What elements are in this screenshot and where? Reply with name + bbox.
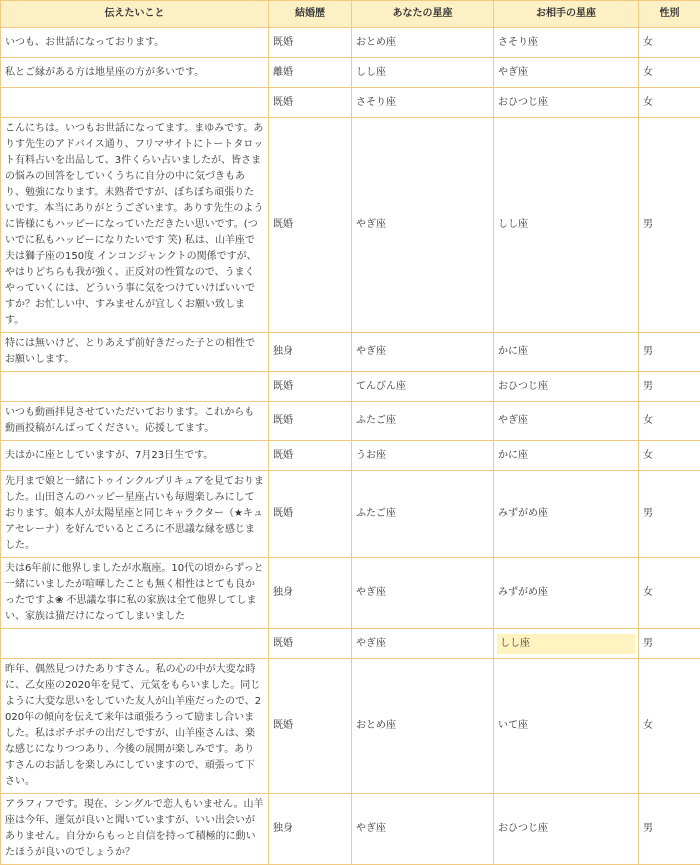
your-sign-cell: さそり座 bbox=[352, 88, 494, 118]
table-row bbox=[1, 659, 700, 794]
partner-sign-cell: みずがめ座 bbox=[494, 471, 639, 558]
gender-cell: 男 bbox=[639, 629, 700, 659]
message-cell: こんにちは。いつもお世話になってます。まゆみです。ありす先生のアドバイス通り、フリマサイトにトートタロット有料占いを出品して、3件くらい占いましたが、皆さまの悩みの回答をしていくうちに自分の中に気づきもあり、勉強になります。未熟者ですが、ぼちぼち頑張りたいです。本当にありがとうございます。ありす先生のように皆様にもハッピーになっていただきたい思いです。(ついでに私もハッピーになりたいです 笑) 私は、山羊座で夫は獅子座の150度 インコンジャンクトの関係ですが、やはりどちらも我が強く、正反対の性質なので、うまくやっていくには、どういう事に気をつけていけばいいですか？お忙しい中、すみませんが宜しくお願い致します。 bbox=[1, 118, 269, 333]
table-row bbox=[1, 441, 700, 471]
marital-status-cell: 独身 bbox=[269, 558, 352, 629]
partner-sign-cell: みずがめ座 bbox=[494, 558, 639, 629]
your-sign-cell: しし座 bbox=[352, 58, 494, 88]
partner-sign-cell-highlighted bbox=[494, 629, 639, 659]
gender-cell: 女 bbox=[639, 28, 700, 58]
table-row bbox=[1, 118, 700, 333]
your-sign-cell: やぎ座 bbox=[352, 118, 494, 333]
table-row bbox=[1, 471, 700, 558]
marital-status-cell: 既婚 bbox=[269, 88, 352, 118]
message-cell: アラフィフです。現在、シングルで恋人もいません。山羊座は今年、運気が良いと聞いていますが、いい出会いがありません。自分からもっと自信を持って積極的に動いたほうが良いのでしょうか？ bbox=[1, 794, 269, 865]
table-row bbox=[1, 558, 700, 629]
table-row bbox=[1, 794, 700, 865]
header-your-sign: あなたの星座 bbox=[352, 1, 494, 28]
gender-cell: 男 bbox=[639, 794, 700, 865]
your-sign-cell: やぎ座 bbox=[352, 333, 494, 372]
message-cell bbox=[1, 372, 269, 402]
header-message: 伝えたいこと bbox=[1, 1, 269, 28]
gender-cell: 女 bbox=[639, 558, 700, 629]
table-row bbox=[1, 58, 700, 88]
your-sign-cell: ふたご座 bbox=[352, 402, 494, 441]
your-sign-cell: うお座 bbox=[352, 441, 494, 471]
message-cell: 夫は6年前に他界しましたが水瓶座。10代の頃からずっと一緒にいましたが喧嘩したことも無く相性はとても良かったですよ❀ 不思議な事に私の家族は全て他界してしまい、家族は猫だけになってしまいました bbox=[1, 558, 269, 629]
table-row bbox=[1, 88, 700, 118]
message-cell: 先月まで娘と一緒にトゥインクルプリキュアを見ておりました。山田さんのハッピー星座占いも毎週楽しみにしております。娘本人が太陽星座と同じキャラクター（★キュアセレーナ）を好んでいるところに不思議な縁を感じました。 bbox=[1, 471, 269, 558]
partner-sign-cell: かに座 bbox=[494, 441, 639, 471]
table-row bbox=[1, 333, 700, 372]
marital-status-cell: 既婚 bbox=[269, 28, 352, 58]
partner-sign-cell: かに座 bbox=[494, 333, 639, 372]
message-cell bbox=[1, 629, 269, 659]
header-marital-status: 結婚歴 bbox=[269, 1, 352, 28]
marital-status-cell: 既婚 bbox=[269, 441, 352, 471]
partner-sign-cell: やぎ座 bbox=[494, 402, 639, 441]
your-sign-cell: おとめ座 bbox=[352, 28, 494, 58]
marital-status-cell: 既婚 bbox=[269, 471, 352, 558]
marital-status-cell: 既婚 bbox=[269, 629, 352, 659]
message-cell bbox=[1, 88, 269, 118]
your-sign-cell: てんびん座 bbox=[352, 372, 494, 402]
gender-cell: 女 bbox=[639, 659, 700, 794]
gender-cell: 女 bbox=[639, 58, 700, 88]
gender-cell: 男 bbox=[639, 372, 700, 402]
header-gender: 性別 bbox=[639, 1, 700, 28]
table-row bbox=[1, 372, 700, 402]
table-row bbox=[1, 629, 700, 659]
table-row bbox=[1, 28, 700, 58]
gender-cell: 男 bbox=[639, 118, 700, 333]
message-cell: 特には無いけど、とりあえず前好きだった子との相性でお願いします。 bbox=[1, 333, 269, 372]
your-sign-cell: やぎ座 bbox=[352, 794, 494, 865]
partner-sign-cell: おひつじ座 bbox=[494, 372, 639, 402]
partner-sign-cell: おひつじ座 bbox=[494, 794, 639, 865]
gender-cell: 男 bbox=[639, 471, 700, 558]
your-sign-cell: ふたご座 bbox=[352, 471, 494, 558]
header-row bbox=[1, 1, 700, 28]
partner-sign-text: しし座 bbox=[497, 634, 635, 654]
your-sign-cell: おとめ座 bbox=[352, 659, 494, 794]
message-cell: 夫はかに座としていますが、7月23日生です。 bbox=[1, 441, 269, 471]
your-sign-cell: やぎ座 bbox=[352, 558, 494, 629]
message-cell: 昨年、偶然見つけたありすさん。私の心の中が大変な時に、乙女座の2020年を見て、元気をもらいました。同じように大変な思いをしていた友人が山羊座だったので、2020年の傾向を伝えて来年は頑張ろうって励まし合いました。私はボチボチの出だしですが、山羊座さんは、楽な感じになりつつあり、今後の展開が楽しみです。ありすさんのお話しを楽しみにしていますので、頑張って下さい。 bbox=[1, 659, 269, 794]
partner-sign-cell: しし座 bbox=[494, 118, 639, 333]
your-sign-cell: やぎ座 bbox=[352, 629, 494, 659]
partner-sign-cell: おひつじ座 bbox=[494, 88, 639, 118]
marital-status-cell: 既婚 bbox=[269, 372, 352, 402]
gender-cell: 女 bbox=[639, 402, 700, 441]
partner-sign-cell: やぎ座 bbox=[494, 58, 639, 88]
message-cell: 私とご縁がある方は地星座の方が多いです。 bbox=[1, 58, 269, 88]
partner-sign-cell: さそり座 bbox=[494, 28, 639, 58]
message-cell: いつも、お世話になっております。 bbox=[1, 28, 269, 58]
header-partner-sign: お相手の星座 bbox=[494, 1, 639, 28]
gender-cell: 女 bbox=[639, 441, 700, 471]
marital-status-cell: 既婚 bbox=[269, 118, 352, 333]
message-cell: いつも動画拝見させていただいております。これからも動画投稿がんばってください。応援してます。 bbox=[1, 402, 269, 441]
marital-status-cell: 離婚 bbox=[269, 58, 352, 88]
partner-sign-cell: いて座 bbox=[494, 659, 639, 794]
gender-cell: 男 bbox=[639, 333, 700, 372]
marital-status-cell: 既婚 bbox=[269, 659, 352, 794]
gender-cell: 女 bbox=[639, 88, 700, 118]
marital-status-cell: 既婚 bbox=[269, 402, 352, 441]
marital-status-cell: 独身 bbox=[269, 333, 352, 372]
marital-status-cell: 独身 bbox=[269, 794, 352, 865]
table-row bbox=[1, 402, 700, 441]
